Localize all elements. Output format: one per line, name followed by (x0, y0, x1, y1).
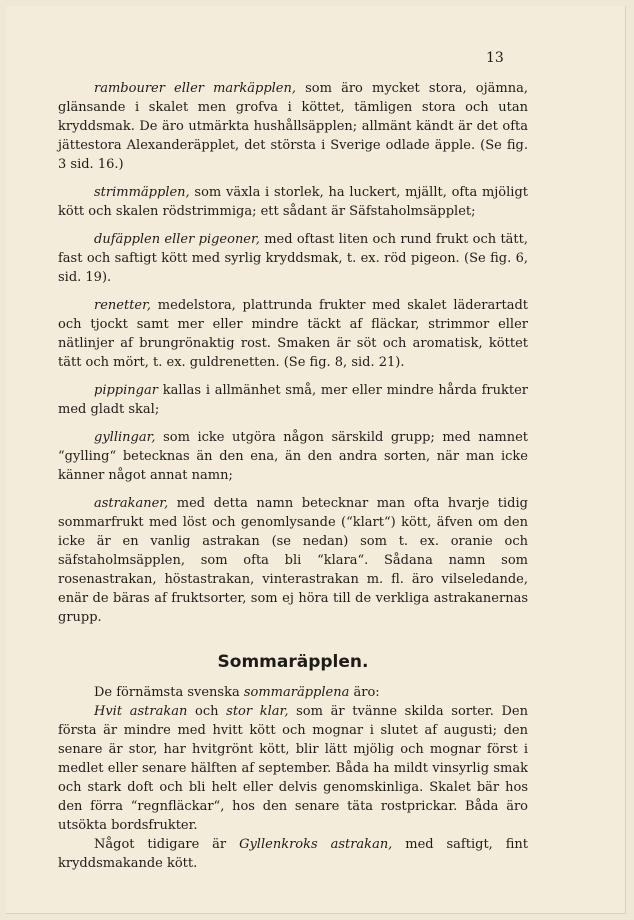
entry-text: som växla i storlek, ha luckert, mjällt, ofta mjöligt kött och skalen rödstrimmiga; ett sådant är Säfstaholmsäpplet; (58, 185, 528, 219)
paragraph-suffix: med saftigt, fint kryddsmakande kött. (58, 837, 528, 871)
entry-pippingar (58, 381, 528, 419)
intro-emphasis: sommaräpplena (243, 685, 350, 700)
section-heading: Sommaräpplen. (217, 652, 369, 672)
entry-term: astrakaner, (94, 496, 169, 511)
entry-strimmapplen (58, 183, 528, 221)
book-page (6, 6, 626, 914)
section-intro (58, 683, 528, 702)
paragraph-connector: och (187, 704, 227, 719)
entry-text: kallas i allmänhet små, mer eller mindre hårda frukter med gladt skal; (58, 383, 528, 417)
paragraph-prefix: Något tidigare är (94, 837, 240, 852)
entry-gyllingar (58, 428, 528, 485)
entry-astrakaner (58, 494, 528, 627)
entry-text: medelstora, plattrunda frukter med skalet läderartadt och tjockt samt mer eller mindre täckt af fläckar, strimmor eller nätlinjer af brungrönaktig rost. Smaken är söt och aromatisk, köttet tätt och mört, t. ex. guldrenetten. (Se fig. 8, sid. 21). (58, 298, 528, 370)
entry-rambourer (58, 79, 528, 174)
entry-term: gyllingar, (94, 430, 156, 445)
entry-term: renetter, (94, 298, 152, 313)
entry-text: med oftast liten och rund frukt och tätt, fast och saftigt kött med syrlig kryddsmak, t. ex. röd pigeon. (Se fig. 6, sid. 19). (58, 232, 528, 285)
entry-term: rambourer eller markäpplen, (94, 81, 297, 96)
paragraph-text: som är tvänne skilda sorter. Den första är mindre med hvitt kött och mognar i slutet af augusti; den senare är stor, har hvitgrönt kött, blir lätt mjölig och mognar först i medlet eller senare hälften af september. Båda ha mildt vinsyrlig smak och stark doft och bli helt eller delvis genomskinliga. Skalet bär hos den förra “regnfläckar“, hos den senare täta rostprickar. Båda äro utsökta bordsfrukter. (58, 704, 528, 833)
entry-term: dufäpplen eller pigeoner, (94, 232, 260, 247)
page-content (58, 79, 528, 873)
section-paragraph-astrakan (58, 702, 528, 835)
variety-gyllenkroks-astrakan: Gyllenkroks astrakan, (239, 837, 393, 852)
variety-hvit-astrakan: Hvit astrakan (94, 704, 188, 719)
entry-text: som icke utgöra någon särskild grupp; med namnet “gylling“ betecknas än den ena, än den andra sorten, när man icke känner något annat namn; (58, 430, 528, 483)
intro-suffix: äro: (349, 685, 380, 700)
entry-dufapplen (58, 230, 528, 287)
page-number: 13 (486, 50, 504, 66)
entry-text: som äro mycket stora, ojämna, glänsande i skalet men grofva i köttet, tämligen stora och utan kryddsmak. De äro utmärkta hushållsäpplen; allmänt kändt är det ofta jättestora Alexanderäpplet, det största i Sverige odlade äpple. (Se fig. 3 sid. 16.) (58, 81, 528, 172)
entry-text: med detta namn betecknar man ofta hvarje tidig sommarfrukt med löst och genomlysande (“klart“) kött, äfven om den icke är en vanlig astrakan (se nedan) som t. ex. oranie och säfstaholmsäpplen, som ofta bli “klara“. Sådana namn som rosenastrakan, höstastrakan, vinterastrakan m. fl. äro vilseledande, enär de bäras af fruktsorter, som ej höra till de verkliga astrakanernas grupp. (58, 496, 528, 625)
variety-stor-klar: stor klar, (226, 704, 289, 719)
entry-term: pippingar (94, 383, 158, 398)
entry-renetter (58, 296, 528, 372)
section-paragraph-gyllenkrok (58, 835, 528, 873)
entry-term: strimmäpplen, (94, 185, 190, 200)
intro-prefix: De förnämsta svenska (94, 685, 244, 700)
